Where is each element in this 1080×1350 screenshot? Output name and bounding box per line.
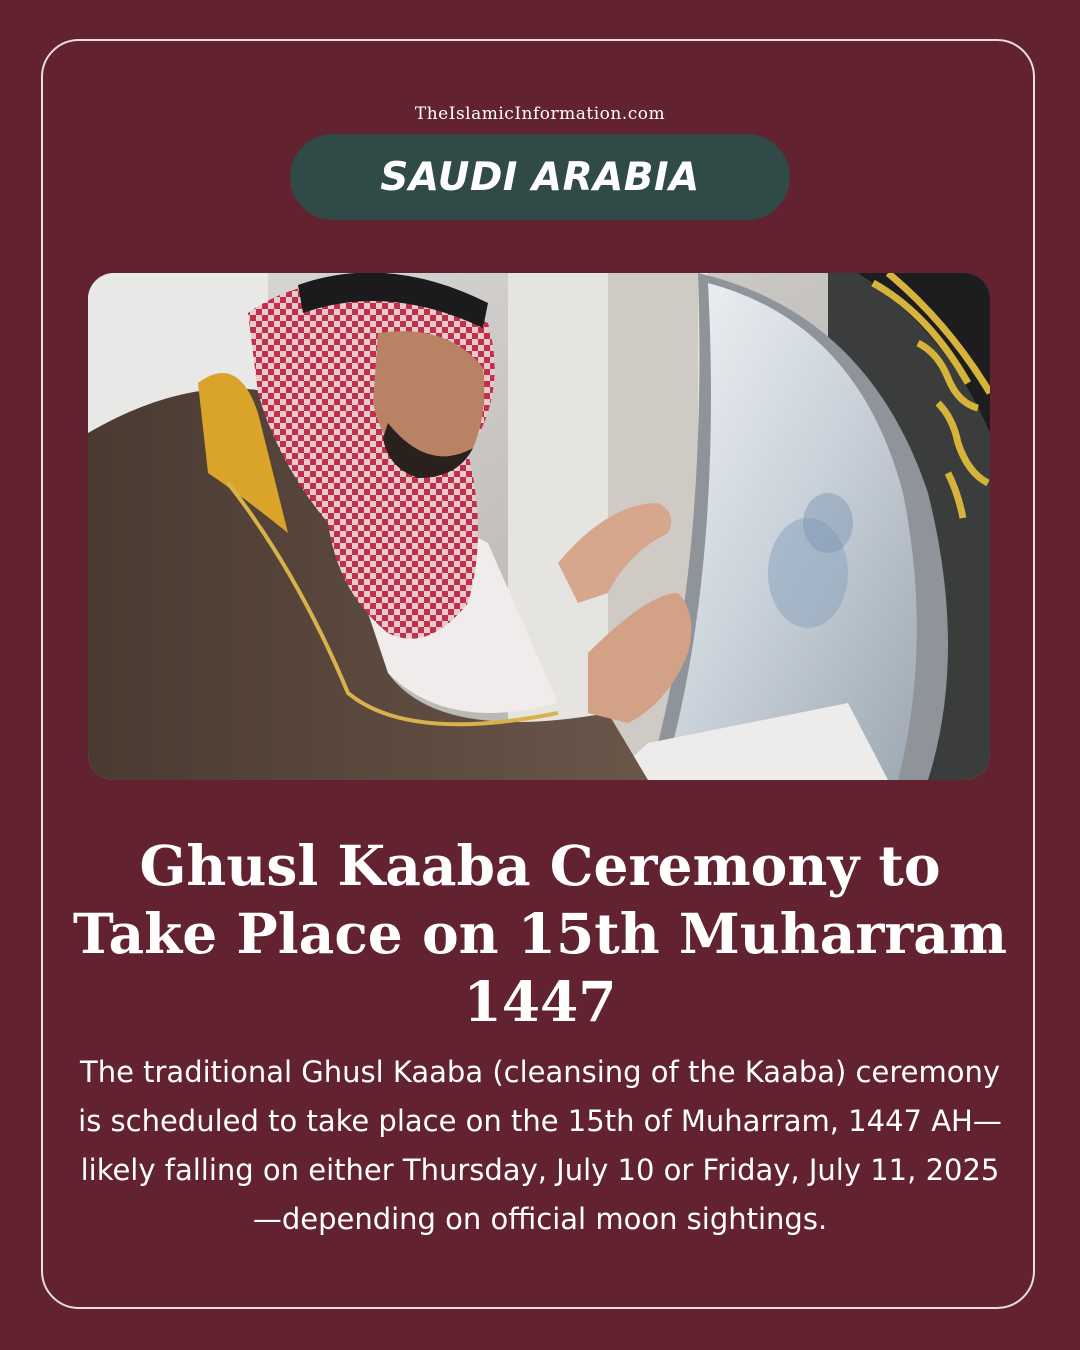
category-label: SAUDI ARABIA [380, 154, 700, 200]
category-badge [290, 134, 790, 220]
site-name: TheIslamicInformation.com [414, 104, 666, 124]
article-summary: The traditional Ghusl Kaaba (cleansing of the Kaaba) ceremony is scheduled to take place on the 15th of Muharram, 1447 AH—likely falling on either Thursday, July 10 or Friday, July 11, 2025—depending on official moon sightings. [78, 1055, 1002, 1236]
news-photo [88, 273, 990, 780]
headline: Ghusl Kaaba Ceremony to Take Place on 15th Muharram 1447 [72, 833, 1008, 1034]
